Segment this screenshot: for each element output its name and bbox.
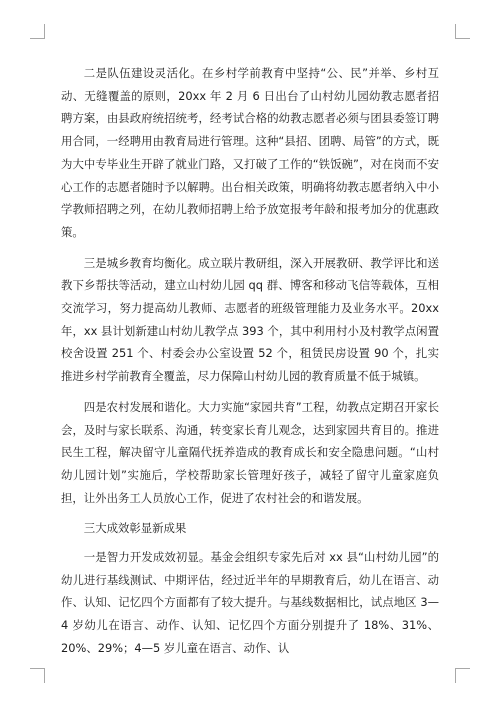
paragraph-team-building: 二是队伍建设灵活化。在乡村学前教育中坚持“公、民”并举、乡村互动、无缝覆盖的原则，20xx 年 2 月 6 日出台了山村幼儿园幼教志愿者招聘方案，由县政府统招统考，经考试合格的幼教志愿者必须与团县委签订聘用合同，一经聘用由教育局进行管理。这种“县招、团聘、局管”的方式，既为大中专毕业生开辟了就业门路，又打破了工作的“铁饭碗”，对在岗而不安心工作的志愿者随时予以解聘。出台相关政策，明确将幼教志愿者纳入中小学教师招聘之列，在幼儿教师招聘上给予放宽报考年龄和报考加分的优惠政策。 xyxy=(61,66,439,239)
crop-mark-bottom-left xyxy=(30,668,45,683)
crop-mark-bottom-right xyxy=(455,668,470,683)
paragraph-education-balance: 三是城乡教育均衡化。成立联片教研组，深入开展教研、教学评比和送教下乡帮扶等活动，建立山村幼儿园 qq 群、博客和移动飞信等载体，互相交流学习，努力提高幼儿教师、志愿者的班级管理能力及业务水平。20xx 年，xx 县计划新建山村幼儿教学点 393 个，其中利用村小及村教学点闲置校舍设置 251 个、村委会办公室设置 52 个，租赁民房设置 90 个，扎实推进乡村学前教育全覆盖，尽力保障山村幼儿园的教育质量不低于城镇。 xyxy=(61,255,439,384)
crop-mark-top-right xyxy=(455,24,470,39)
paragraph-rural-harmony: 四是农村发展和谐化。大力实施“家园共育”工程，幼教点定期召开家长会，及时与家长联系、沟通，转变家长育儿观念，达到家园共育目的。推进民生工程，解决留守儿童隔代抚养造成的教育成长和安全隐患问题。“山村幼儿园计划”实施后，学校帮助家长管理好孩子，减轻了留守儿童家庭负担，让外出务工人员放心工作，促进了农村社会的和谐发展。 xyxy=(61,399,439,505)
section-heading-results: 三大成效彰显新成果 xyxy=(83,521,187,536)
crop-mark-top-left xyxy=(30,24,45,39)
paragraph-intellectual-development: 一是智力开发成效初显。基金会组织专家先后对 xx 县“山村幼儿园”的幼儿进行基线测试、中期评估，经过近半年的早期教育后，幼儿在语言、动作、认知、记忆四个方面都有了较大提升。与基线数据相比，试点地区 3—4 岁幼儿在语言、动作、认知、记忆四个方面分别提升了 18%、31%、20%、29%；4—5 岁儿童在语言、动作、认 xyxy=(61,550,439,655)
document-body xyxy=(61,62,439,668)
